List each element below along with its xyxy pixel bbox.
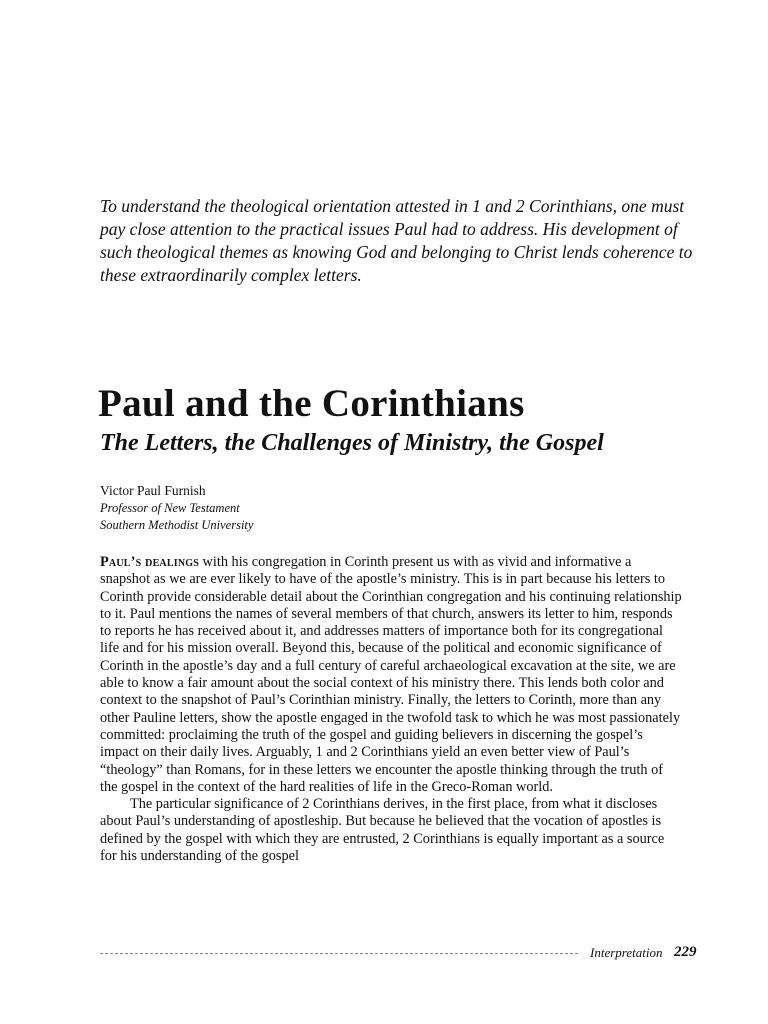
author-name: Victor Paul Furnish	[100, 483, 206, 498]
article-title: Paul and the Corinthians	[98, 382, 525, 425]
lead-in-text: Paul’s dealings	[100, 554, 199, 570]
journal-name: Interpretation	[590, 945, 663, 960]
author-block	[100, 482, 500, 534]
paragraph-text: with his congregation in Corinth present us with as vivid and informative a snapshot as we are ever likely to have of the apostle’s ministry. This is in part because his letters to Corinth provide considerable detail about the Corinthian congregation and his continuing relationship to it. Paul mentions the names of several members of that church, answers its letter to him, responds to reports he has received about it, and addresses matters of importance both for its congregational life and for his mission overall. Beyond this, because of the political and economic significance of Corinth in the apostle’s day and a full century of careful archaeological excavation at the site, we are able to know a fair amount about the social context of his ministry there. This lends both color and context to the snapshot of Paul’s Corinthian ministry. Finally, the letters to Corinth, more than any other Pauline letters, show the apostle engaged in the twofold task to which he was most passionately committed: proclaiming the truth of the gospel and guiding believers in discerning the gospel’s impact on their daily lives. Arguably, 1 and 2 Corinthians yield an even better view of Paul’s “theology” than Romans, for in these letters we encounter the apostle thinking through the truth of the gospel in the context of the hard realities of life in the Greco-Roman world.	[100, 554, 682, 795]
article-body	[100, 554, 683, 865]
article-subtitle: The Letters, the Challenges of Ministry, the Gospel	[100, 430, 604, 456]
body-paragraph: The particular significance of 2 Corinthians derives, in the first place, from what it discloses about Paul’s understanding of apostleship. But because he believed that the vocation of apostles is defined by the gospel with which they are entrusted, 2 Corinthians is equally important as a source for his understanding of the gospel	[100, 796, 665, 865]
page-footer	[100, 942, 697, 964]
author-institution: Southern Methodist University	[100, 518, 254, 532]
body-paragraph	[100, 554, 683, 796]
page-number: 229	[674, 944, 697, 960]
footer-rule	[100, 953, 578, 954]
article-abstract: To understand the theological orientation attested in 1 and 2 Corinthians, one must pay close attention to the practical issues Paul had to address. His development of such theological themes as knowing God and belonging to Christ lends coherence to these extraordinarily complex letters.	[100, 196, 693, 285]
author-position: Professor of New Testament	[100, 501, 240, 515]
